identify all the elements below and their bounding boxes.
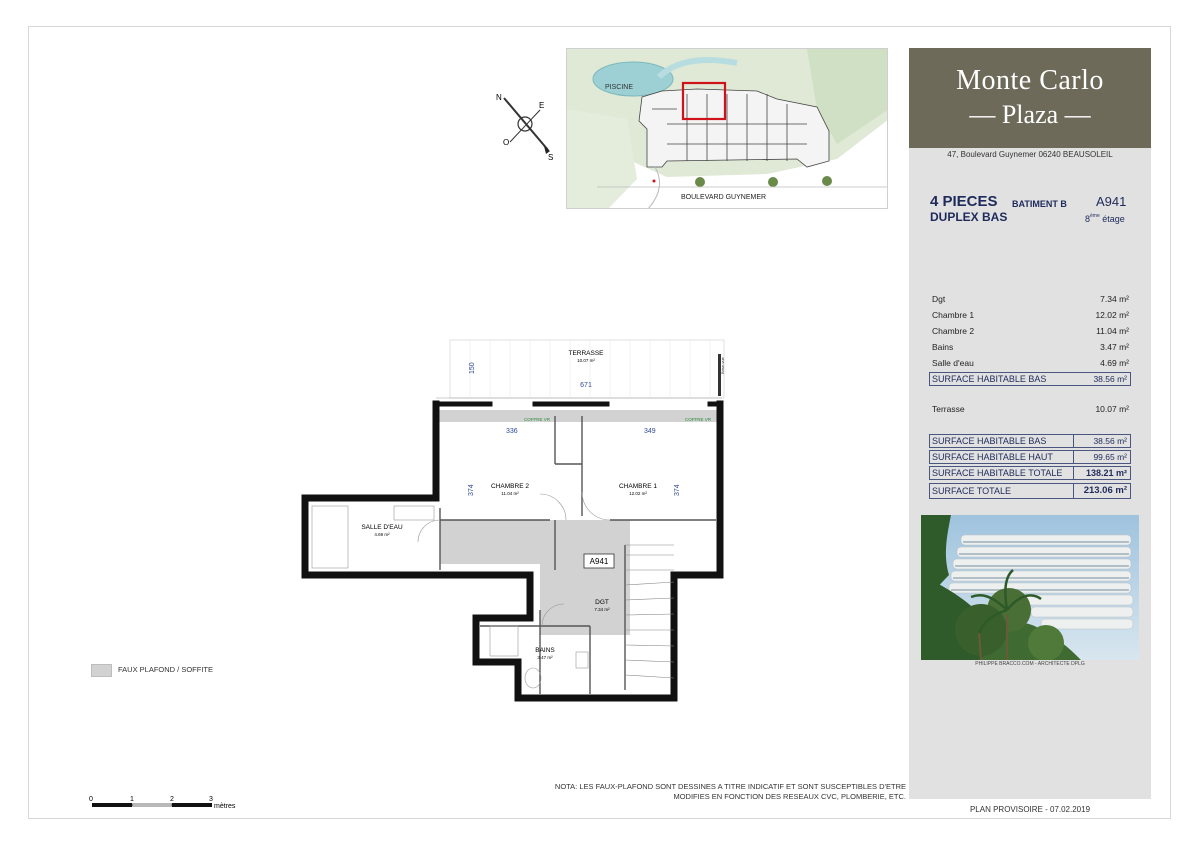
room-dgt: DGT [595,599,609,606]
compass-north: N [496,93,502,102]
room-bains: BAINS [535,647,555,654]
address: 47, Boulevard Guynemer 06240 BEAUSOLEIL [947,150,1113,159]
room-dgt-area: 7.34 m² [594,607,610,612]
terrace-area-label: 10.07 m² [577,358,595,363]
room-name: Salle d'eau [932,358,974,368]
scale-tick-0: 0 [89,796,93,803]
total-value: 138.21 m² [1073,467,1130,479]
unit-floor [1085,214,1125,224]
nota-line-2: MODIFIES EN FONCTION DES RESEAUX CVC, PLOMBERIE, ETC. [673,792,906,801]
room-chambre-1: CHAMBRE 1 [619,483,657,490]
total-value: 99.65 m² [1073,451,1130,463]
total-label: SURFACE HABITABLE TOTALE [932,468,1063,478]
photo-credit: PHILIPPE BRACCO.COM - ARCHITECTE DPLG [975,661,1085,667]
info-panel [909,48,1151,799]
room-area: 11.04 m² [1096,326,1129,336]
soffit-legend-label: FAUX PLAFOND / SOFFITE [118,665,214,674]
room-row [932,310,1129,320]
site-map [566,48,888,209]
floor-word: étage [1102,214,1125,224]
compass-rose [488,88,564,164]
floor-plan-drawing [290,330,740,710]
total-label: SURFACE TOTALE [932,486,1012,496]
coffre-vr-label-2: COFFRE VR [685,417,712,422]
surface-bas-label: SURFACE HABITABLE BAS [932,374,1047,384]
brand-block [909,48,1151,148]
unit-building: BATIMENT B [1012,199,1067,209]
coffre-vr-label-1: COFFRE VR [524,417,551,422]
room-area: 7.34 m² [1100,294,1129,304]
lot-tag: A941 [589,557,609,566]
surface-bas-value: 38.56 m² [1093,374,1127,384]
room-area: 4.69 m² [1100,358,1129,368]
surface-bas-row [929,372,1131,386]
terrasse-area: 10.07 m² [1095,404,1129,414]
room-name: Dgt [932,294,946,304]
plan-date: PLAN PROVISOIRE - 07.02.2019 [969,805,1091,814]
dim-374-left: 374 [468,484,475,496]
soffit-legend-swatch [91,664,112,677]
total-row-haut [929,450,1131,464]
compass-south: S [548,153,554,162]
compass-icon [488,88,564,164]
terrace-label: TERRASSE [568,350,604,357]
nota-text [462,782,906,802]
compass-west: O [503,138,510,147]
room-chambre-1-area: 12.02 m² [629,491,647,496]
terrace-area [436,340,724,398]
brise-vue-label: Brise-vue [720,357,725,374]
room-name: Bains [932,342,954,352]
room-area: 12.02 m² [1095,310,1129,320]
terrasse-name: Terrasse [932,404,965,414]
building-photo [921,515,1139,660]
floor-plan [290,330,740,710]
room-salle-deau: SALLE D'EAU [361,524,403,531]
brand-line-2: — Plaza — [969,100,1091,129]
floor-number: 8 [1085,214,1091,224]
total-label: SURFACE HABITABLE BAS [932,436,1047,446]
room-row [932,342,1129,352]
room-salle-deau-area: 4.69 m² [374,532,390,537]
floor-suffix: ème [1090,213,1100,219]
room-row [932,326,1129,336]
street-label: BOULEVARD GUYNEMER [681,194,767,201]
scale-bar [88,792,258,816]
unit-type: 4 PIECES [930,193,998,210]
unit-level: DUPLEX BAS [930,210,1008,224]
room-name: Chambre 1 [932,310,975,320]
room-chambre-2-area: 11.04 m² [501,491,519,496]
total-value: 213.06 m² [1073,484,1130,498]
compass-east: E [539,101,545,110]
terrasse-row [932,404,1129,414]
stairs [625,545,674,678]
dim-336: 336 [506,428,518,435]
room-row [932,294,1129,304]
total-value: 38.56 m² [1073,435,1130,447]
room-bains-area: 3.47 m² [537,655,553,660]
scale-tick-3: 3 [209,796,213,803]
dim-150: 150 [469,362,476,374]
room-row [932,358,1129,368]
scale-bar-drawing [88,792,258,816]
building-photo-illustration [921,515,1139,660]
pool-label: PISCINE [605,84,634,91]
total-label: SURFACE HABITABLE HAUT [932,452,1053,462]
dim-671: 671 [580,382,592,389]
room-chambre-2: CHAMBRE 2 [491,483,529,490]
total-row-surface [929,483,1131,499]
brand-line-1: Monte Carlo [956,65,1104,96]
scale-tick-1: 1 [130,796,134,803]
room-name: Chambre 2 [932,326,975,336]
room-area: 3.47 m² [1100,342,1129,352]
dim-374-right: 374 [674,484,681,496]
total-row-habitable [929,466,1131,480]
scale-unit: mètres [214,803,236,810]
site-map-drawing [567,49,888,209]
scale-tick-2: 2 [170,796,174,803]
nota-line-1: NOTA: LES FAUX-PLAFOND SONT DESSINES A TITRE INDICATIF ET SONT SUSCEPTIBLES D'ETRE [554,782,906,791]
total-row-bas [929,434,1131,448]
dim-349: 349 [644,428,656,435]
unit-lot: A941 [1096,194,1127,209]
